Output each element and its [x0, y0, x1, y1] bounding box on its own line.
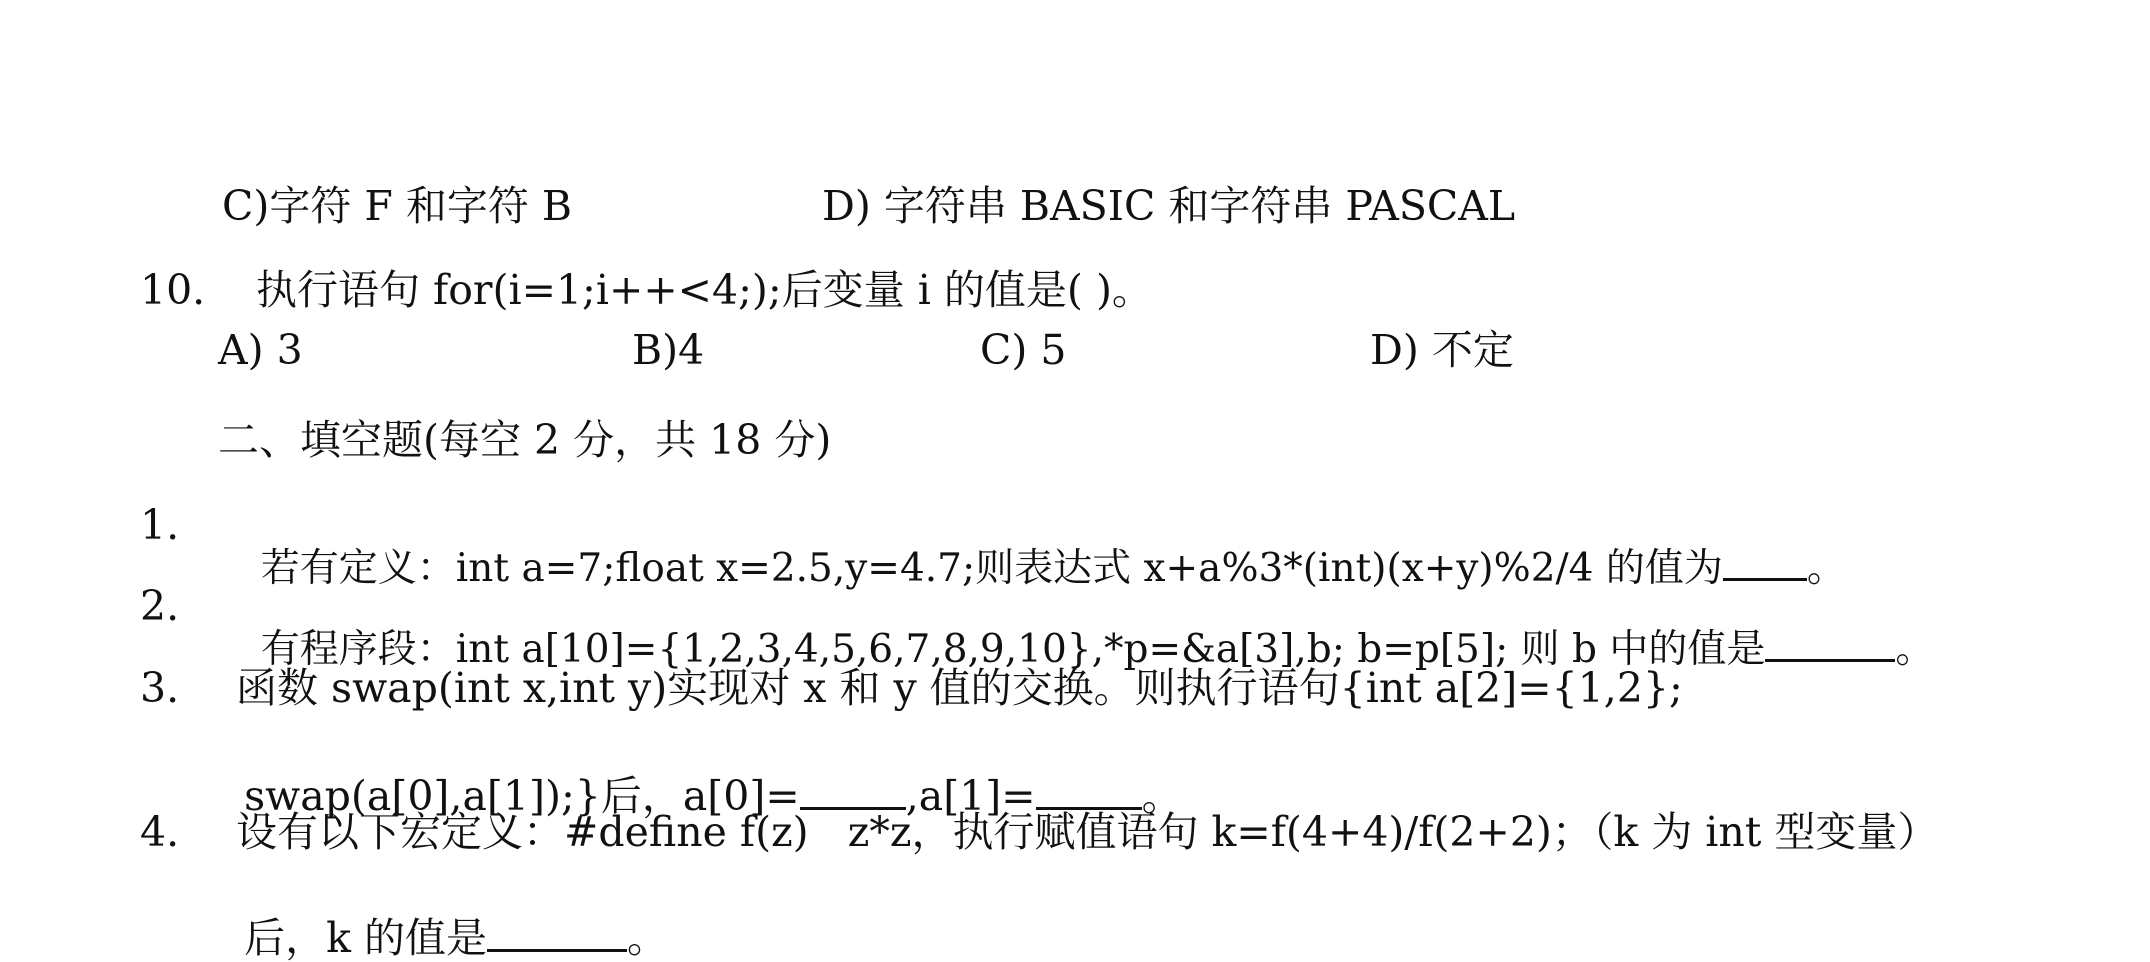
fill-item-3-number: 3. [140, 664, 180, 712]
fill-item-1-period: 。 [1806, 546, 1846, 591]
q10-number: 10. [140, 266, 206, 314]
answer-blank-2[interactable] [1765, 625, 1895, 662]
fill-item-4-line1: 设有以下宏定义：#define f(z) z*z，执行赋值语句 k=f(4+4)/f(2+2)；（k 为 int 型变量） [236, 808, 1939, 856]
fill-item-4-text-a: 后，k 的值是 [244, 914, 487, 962]
fill-item-4-line2 [218, 874, 668, 962]
fill-item-2-period: 。 [1895, 627, 1935, 672]
q10-option-b: B)4 [632, 326, 705, 374]
fill-item-4-number: 4. [140, 808, 180, 856]
q10-option-a: A) 3 [218, 326, 303, 374]
q9-option-c: C)字符 F 和字符 B [222, 182, 573, 230]
answer-blank-3b[interactable] [1036, 773, 1142, 810]
fill-item-3-line1: 函数 swap(int x,int y)实现对 x 和 y 值的交换。则执行语句{int a[2]={1,2}; [236, 664, 1683, 712]
fill-item-2-number: 2. [140, 582, 180, 630]
fill-item-3-text-b: ,a[1]= [905, 772, 1036, 820]
fill-item-2-stem: 有程序段：int a[10]={1,2,3,4,5,6,7,8,9,10},*p=&a[3],b; b=p[5]; 则 b 中的值是 [260, 627, 1766, 672]
answer-blank-4[interactable] [487, 915, 627, 952]
fill-item-4-period: 。 [626, 914, 668, 962]
answer-blank-1[interactable] [1723, 544, 1807, 581]
q10-option-d: D) 不定 [1370, 326, 1514, 374]
q10-stem: 执行语句 for(i=1;i++<4;);后变量 i 的值是( )。 [256, 266, 1153, 314]
fill-item-2-text [236, 586, 1935, 672]
q9-option-d: D) 字符串 BASIC 和字符串 PASCAL [822, 182, 1516, 230]
answer-blank-3a[interactable] [800, 773, 906, 810]
fill-item-3-text-a: swap(a[0],a[1]);}后，a[0]= [244, 772, 800, 820]
section-title: 二、填空题(每空 2 分，共 18 分) [218, 416, 832, 464]
fill-item-3-period: 。 [1141, 772, 1183, 820]
fill-item-3-line2 [218, 732, 1183, 820]
fill-item-1-text [236, 505, 1846, 591]
fill-item-1-stem: 若有定义：int a=7;float x=2.5,y=4.7;则表达式 x+a%3*(int)(x+y)%2/4 的值为 [260, 546, 1723, 591]
fill-item-1-number: 1. [140, 501, 180, 549]
q10-option-c: C) 5 [980, 326, 1067, 374]
